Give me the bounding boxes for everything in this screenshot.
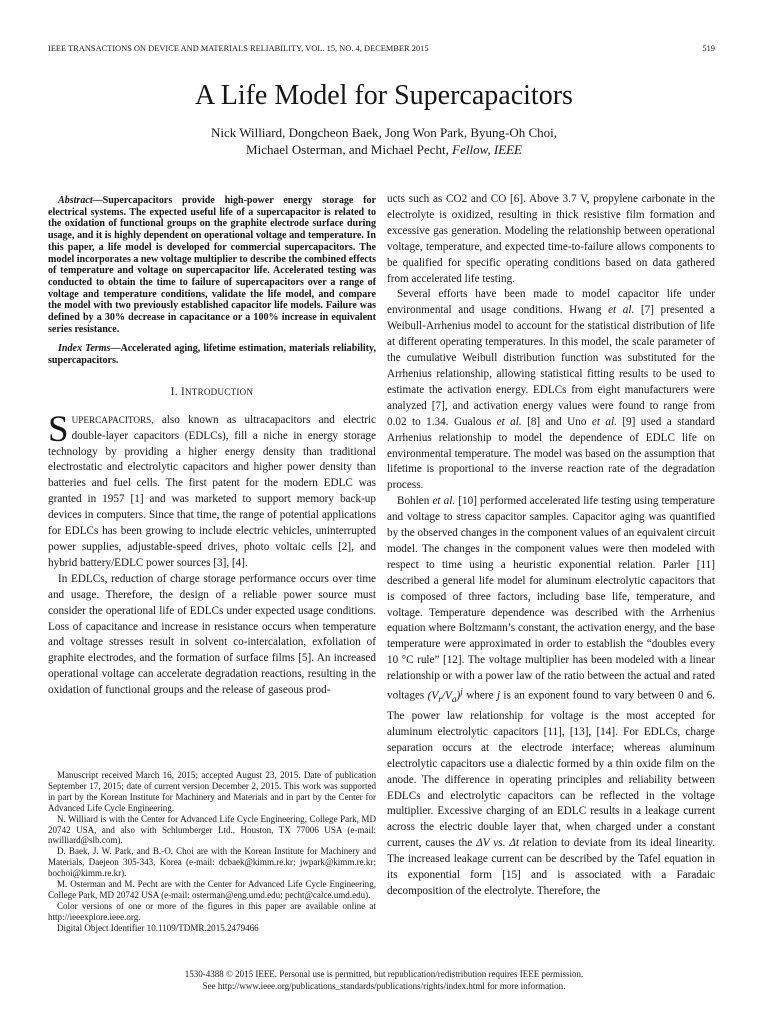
right-paragraph-3: [387, 494, 715, 900]
abstract: [48, 195, 376, 335]
copyright-notice: [0, 968, 768, 992]
fellow-ieee: Fellow, IEEE: [452, 142, 522, 157]
footnote-doi: Digital Object Identifier 10.1109/TDMR.2015.2479466: [57, 922, 259, 933]
journal-name: IEEE TRANSACTIONS ON DEVICE AND MATERIALS RELIABILITY, VOL. 15, NO. 4, DECEMBER 2015: [48, 44, 429, 53]
r3-text-c: where: [462, 689, 497, 702]
authors-line-1: Nick Williard, Dongcheon Baek, Jong Won Park, Byung-Oh Choi,: [210, 125, 558, 140]
r2-etal-1: et al.: [608, 304, 635, 317]
index-terms-lead: Index Terms: [58, 343, 111, 355]
formula-slash: /V: [441, 689, 452, 702]
r2-text-c: [8] and Uno: [521, 415, 592, 428]
page-number: 519: [702, 44, 715, 53]
footnote-williard: N. Williard is with the Center for Advanced Life Cycle Engineering, College Park, MD 20742 USA, and also with Schlumberger Ltd., Houston, TX 77006 USA (e-mail: nwilliard@slb.com).: [48, 813, 376, 846]
footnotes: [48, 770, 376, 934]
intro-p1-text: also known as ultracapacitors and electric double-layer capacitors (EDLCs), fill a niche in energy storage technology by providing a higher energy density than traditional electrostatic and electrolytic capacitors and higher power density than batteries and fuel cells. The first patent for the modern EDLC was granted in 1957 [1] and was marketed to support memory back-up devices in computers. Since that time, the range of potential applications for EDLCs has been growing to include electric vehicles, uninterrupted power supplies, adjustable-speed drives, photo voltaic cells [2], and hybrid battery/EDLC power sources [3], [4].: [48, 413, 376, 569]
section-first-letter: I: [180, 385, 185, 398]
r3-etal: et al.: [432, 495, 456, 508]
section-heading-introduction: [48, 385, 376, 401]
right-paragraph-1: ucts such as CO2 and CO [6]. Above 3.7 V, propylene carbonate in the electrolyte is oxidized, resulting in thick resistive film formation and excessive gas generation. Modeling the relationship between operational voltage, temperature, and expected time-to-failure allows components to be qualified for specific operating conditions based on data gathered from accelerated life testing.: [387, 193, 715, 285]
r2-text-a: Several efforts have been made to model capacitor life under environmental and usage conditions. Hwang: [387, 288, 715, 317]
r2-etal-3: et al.: [591, 415, 617, 428]
voltage-ratio-formula: [427, 687, 463, 706]
right-column: [387, 192, 715, 900]
r3-text-b: [10] performed accelerated life testing using temperature and voltage to stress capacitor samples. Capacitor aging was quantified by the observed changes in the component values of an equivalent circuit model. The changes in the component values were then modeled with respect to time using a heuristic exponential relation. Parler [11] described a general life model for aluminum electrolytic capacitors that is composed of three factors, including base life, temperature, and voltage. Temperature dependence was described with the Arrhenius equation where Boltzmann’s constant, the activation energy, and the base temperature were approximated in order to establish the “doubles every 10 °C rule” [12]. The voltage multiplier has been modeled with a linear relationship or with a power law of the ratio between the actual and rated voltages: [387, 495, 715, 702]
r2-text-b: [7] presented a Weibull-Arrhenius model to account for the statistical distribution of life at different operating temperatures. In this model, the scale parameter of the cumulative Weibull distribution function was substituted for the Arrhenius relationship, allowing statistical fitting results to be used to estimate the activation energy. EDLCs from eight manufacturers were analyzed [7], and activation energy values were found to range from 0.02 to 1.34. Gualous: [387, 304, 715, 428]
intro-paragraph-2: In EDLCs, reduction of charge storage performance occurs over time and usage. Therefore, the design of a reliable power source must consider the operational life of EDLCs under expected usage conditions. Loss of capacitance and increase in resistance occurs when temperature and voltage stresses result in solvent co-intercalation, exfoliation of graphite electrodes, and the formation of surface films [5]. An increased operational voltage can accelerate degradation reactions, resulting in the oxidation of functional groups and the release of gaseous prod-: [48, 572, 376, 697]
section-title-rest: NTRODUCTION: [184, 386, 254, 397]
formula-sup-j: j: [460, 687, 463, 698]
paper-title: A Life Model for Supercapacitors: [195, 80, 573, 111]
footnote-baek-park-choi: D. Baek, J. W. Park, and B.-O. Choi are with the Korean Institute for Machinery and Materials, Daejeon 305-343, Korea (e-mail: dcbaek@kimm.re.kr; jwpark@kimm.re.kr; bochoi@kimm.re.kr).: [48, 846, 376, 879]
copyright-line-1: 1530-4388 © 2015 IEEE. Personal use is permitted, but republication/redistribution requires IEEE permission.: [184, 969, 584, 979]
r3-text-d: is an exponent found to vary between 0 and 6. The power law relationship for voltage is the most accepted for aluminum electrolytic capacitors [11], [13], [14]. For EDLCs, charge separation occurs at the electrode interface; whereas aluminum electrolytic capacitors use a dialectic formed by a thin oxide film on the anode. The difference in operating principles and reliability between EDLCs and electrolytic capacitors can be reflected in the voltage multiplier. Excessive charging of an EDLC results in a leakage current across the electric double layer that, when charged under a constant current, causes the: [387, 689, 715, 850]
author-list: [0, 124, 768, 158]
footnote-osterman-pecht: M. Osterman and M. Pecht are with the Center for Advanced Life Cycle Engineering, College Park, MD 20742 USA (e-mail: osterman@eng.umd.edu; pecht@calce.umd.edu).: [48, 879, 376, 900]
intro-first-word: UPERCAPACITORS,: [71, 414, 154, 425]
right-paragraph-2: [387, 287, 715, 494]
authors-line-2-names: Michael Osterman, and Michael Pecht,: [246, 142, 449, 157]
left-column: [48, 192, 376, 699]
index-terms: [48, 343, 376, 366]
intro-paragraph-1: [48, 408, 376, 572]
abstract-lead: Abstract: [58, 195, 93, 206]
formula-close: ): [456, 689, 461, 702]
running-head: [48, 44, 715, 53]
r3-j: j: [496, 689, 501, 702]
r3-text-e: relation to deviate from its ideal linearity. The increased leakage current can be described by the Tafel equation in its exponential form [15] and is associated with a Faradaic decomposition of the electrolyte. Therefore, the: [387, 837, 716, 897]
r2-text-d: [9] used a standard Arrhenius relationship to model the dependence of EDLC life on environmental temperature. The model was based on the assumption that lifetime is proportional to the inverse reaction rate of the degradation process.: [387, 415, 716, 492]
formula-sub-a: a: [451, 695, 457, 706]
formula-sub-r: r: [438, 695, 442, 706]
delta-v-vs-delta-t: ΔV vs. Δt: [476, 837, 519, 850]
copyright-line-2: See http://www.ieee.org/publications_standards/publications/rights/index.html for more information.: [202, 981, 566, 991]
index-terms-text: —Accelerated aging, lifetime estimation, materials reliability, supercapacitors.: [48, 343, 376, 367]
r3-text-a: Bohlen: [397, 495, 433, 508]
footnote-manuscript: Manuscript received March 16, 2015; accepted August 23, 2015. Date of publication September 17, 2015; date of current version December 2, 2015. This work was supported in part by the Korean Institute for Machinery and Materials and in part by the Center for Advanced Life Cycle Engineering.: [48, 770, 376, 813]
section-number: I.: [170, 385, 178, 398]
abstract-text: —Supercapacitors provide high-power energy storage for electrical systems. The expected useful life of a supercapacitor is related to the oxidation of functional groups on the graphite electrode surface during usage, and it is highly dependent on operational voltage and temperature. In this paper, a life model is developed for commercial supercapacitors. The model incorporates a new voltage multiplier to describe the combined effects of temperature and voltage on supercapacitor life. Accelerated testing was conducted to obtain the time to failure of supercapacitors over a range of voltage and temperature conditions, validate the life model, and compare the model with two previously established capacitor life models. Failure was defined by a 30% decrease in capacitance or a 100% increase in equivalent series resistance.: [48, 195, 376, 335]
formula-open: (V: [427, 689, 439, 702]
authors-line-2: [0, 141, 768, 158]
r2-etal-2: et al.: [496, 415, 522, 428]
footnote-color-versions: Color versions of one or more of the figures in this paper are available online at http://ieeexplore.ieee.org.: [48, 900, 376, 922]
drop-cap: S: [48, 408, 69, 450]
